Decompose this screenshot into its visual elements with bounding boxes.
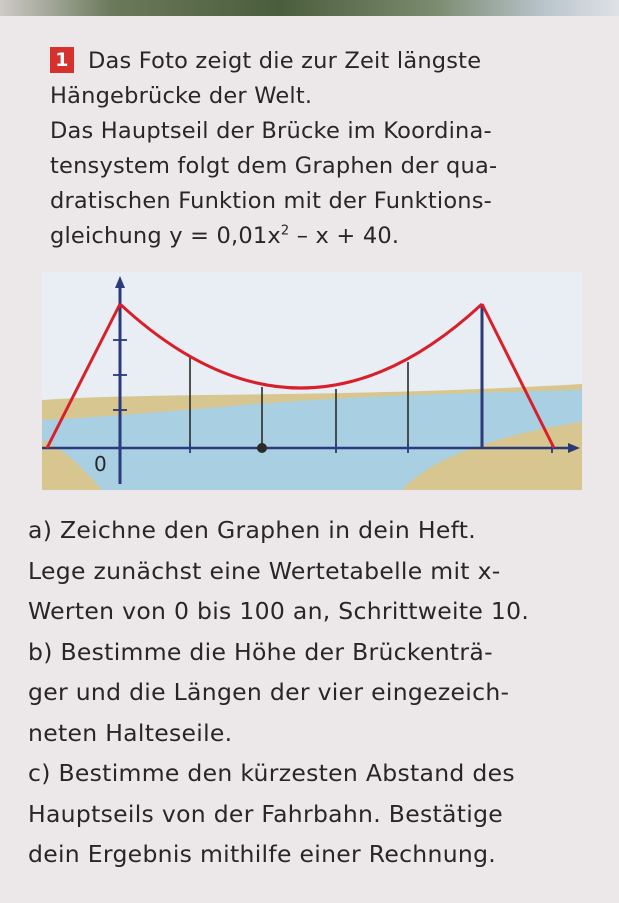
task-line-1: 1 Das Foto zeigt die zur Zeit längste [50, 44, 580, 79]
question-line-5: ger und die Längen der vier eingezeich- [28, 678, 510, 706]
question-line-4: b) Bestimme die Höhe der Brückenträ- [28, 637, 493, 666]
task-line-3: Das Hauptseil der Brücke im Koordina- [50, 118, 492, 144]
bridge-figure [42, 272, 582, 490]
photo-strip [0, 0, 619, 16]
question-line-1: a) Zeichne den Graphen in dein Heft. [28, 516, 477, 544]
questions-block [28, 510, 588, 875]
task-line-5: dratischen Funktion mit der Funktions- [50, 188, 492, 214]
task-line-4: tensystem folgt dem Graphen der qua- [50, 153, 498, 179]
task-equation: gleichung $y = 0,01x^2 - x + 40$. [50, 223, 400, 249]
vertex-point [257, 443, 267, 453]
bridge-diagram [42, 272, 582, 490]
question-line-6: neten Halteseile. [28, 718, 233, 747]
question-line-9: dein Ergebnis mithilfe einer Rechnung. [28, 840, 497, 868]
question-line-7: c) Bestimme den kürzesten Abstand des [28, 759, 515, 787]
question-line-8: Hauptseils von der Fahrbahn. Bestätige [28, 799, 504, 828]
task-number-badge: 1 [50, 47, 74, 73]
question-line-3: Werten von 0 bis 100 an, Schrittweite 10. [28, 597, 530, 625]
task-intro [50, 44, 580, 254]
origin-label: 0 [94, 452, 107, 476]
task-line-2: Hängebrücke der Welt. [50, 83, 313, 109]
question-line-2: Lege zunächst eine Wertetabelle mit x- [28, 556, 501, 585]
